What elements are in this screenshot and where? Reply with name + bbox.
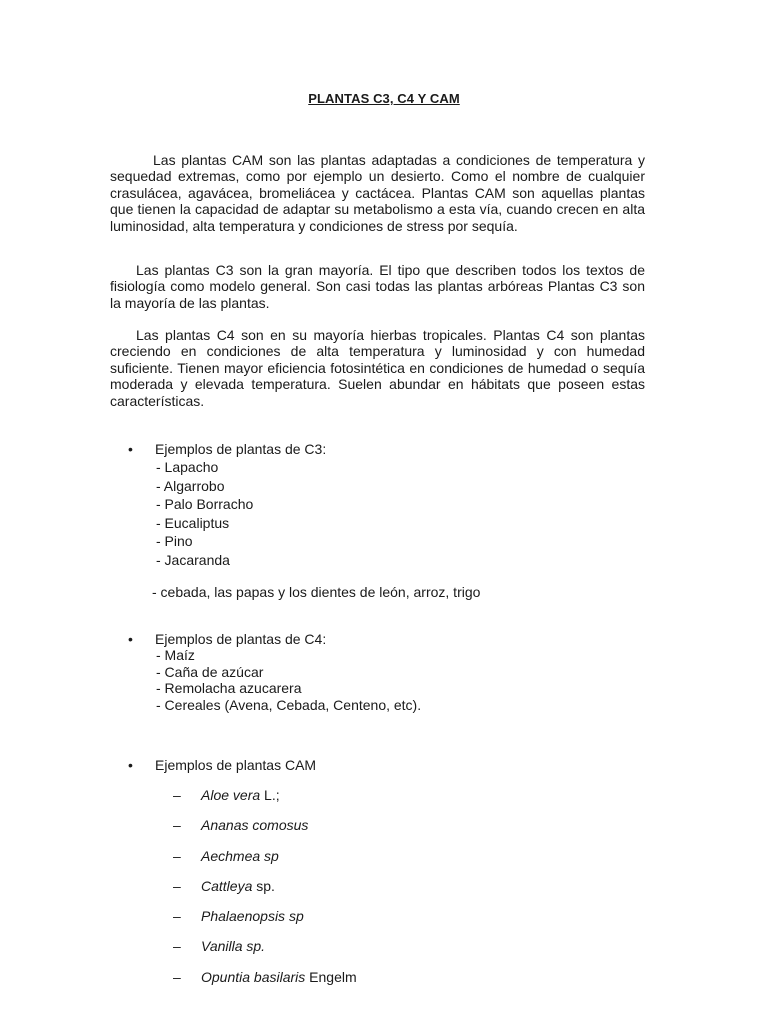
species-italic: Aloe vera xyxy=(201,787,261,803)
c4-examples-heading: Ejemplos de plantas de C4: xyxy=(155,631,327,647)
species-italic: Aechmea sp xyxy=(201,847,279,864)
cam-examples-heading: Ejemplos de plantas CAM xyxy=(155,757,317,773)
dash-icon: – xyxy=(173,877,181,894)
species-name xyxy=(201,877,275,895)
bullet-icon: • xyxy=(128,631,133,647)
species-italic: Opuntia basilaris xyxy=(201,968,306,985)
species-name xyxy=(201,937,265,955)
list-item: - Eucaliptus xyxy=(156,514,230,531)
c4-examples-list xyxy=(156,647,421,713)
c3-extra-examples: - cebada, las papas y los dientes de león, arroz, trigo xyxy=(152,584,481,600)
species-suffix: sp. xyxy=(252,877,275,894)
list-item: - Maíz xyxy=(156,647,195,663)
c3-examples-list xyxy=(156,458,253,570)
species-italic: Cattleya xyxy=(201,877,253,894)
species-name xyxy=(201,847,279,865)
list-item: - Algarrobo xyxy=(156,477,225,494)
dash-icon: – xyxy=(173,787,181,803)
paragraph-c3-intro: Las plantas C3 son la gran mayoría. El tipo que describen todos los textos de fisiología como modelo general. Son casi todas las plantas arbóreas Plantas C3 son la mayoría de las plantas. xyxy=(110,262,645,311)
list-item: - Pino xyxy=(156,533,193,550)
species-suffix: Engelm xyxy=(305,968,357,985)
dash-icon: – xyxy=(173,908,181,925)
list-item: - Jacaranda xyxy=(156,551,230,568)
paragraph-cam-intro: Las plantas CAM son las plantas adaptadas a condiciones de temperatura y sequedad extremas, como por ejemplo un desierto. Como el nombre de cualquier crasulácea, agavácea, bromeliácea y cactácea. Plantas CAM son aquellas plantas que tienen la capacidad de adaptar su metabolismo a esta vía, cuando crecen en alta luminosidad, alta temperatura y condiciones de stress por sequía. xyxy=(110,152,645,234)
list-item: - Lapacho xyxy=(156,459,219,475)
species-name xyxy=(201,968,357,986)
document-title: PLANTAS C3, C4 Y CAM xyxy=(308,91,460,106)
list-item: - Cereales (Avena, Cebada, Centeno, etc). xyxy=(156,696,422,713)
dash-icon: – xyxy=(173,938,181,955)
species-name xyxy=(201,816,308,834)
bullet-icon: • xyxy=(128,757,133,773)
list-item: - Palo Borracho xyxy=(156,496,254,513)
species-italic: Vanilla sp. xyxy=(201,938,266,955)
dash-icon: – xyxy=(173,847,181,864)
species-name xyxy=(201,786,280,804)
species-italic: Phalaenopsis sp xyxy=(201,908,304,925)
bullet-icon: • xyxy=(128,441,133,457)
dash-icon: – xyxy=(173,968,181,985)
species-italic: Ananas comosus xyxy=(201,817,309,834)
c3-examples-heading: Ejemplos de plantas de C3: xyxy=(155,441,327,457)
paragraph-c4-intro: Las plantas C4 son en su mayoría hierbas tropicales. Plantas C4 son plantas creciendo en condiciones de alta temperatura y luminosidad y con humedad suficiente. Tienen mayor eficiencia fotosintética en condiciones de humedad o sequía moderada y elevada temperatura. Suelen abundar en hábitats que poseen estas características. xyxy=(110,327,645,409)
dash-icon: – xyxy=(173,817,181,834)
species-suffix: L.; xyxy=(260,787,280,803)
list-item: - Remolacha azucarera xyxy=(156,680,302,697)
species-name xyxy=(201,907,304,925)
list-item: - Caña de azúcar xyxy=(156,663,264,680)
